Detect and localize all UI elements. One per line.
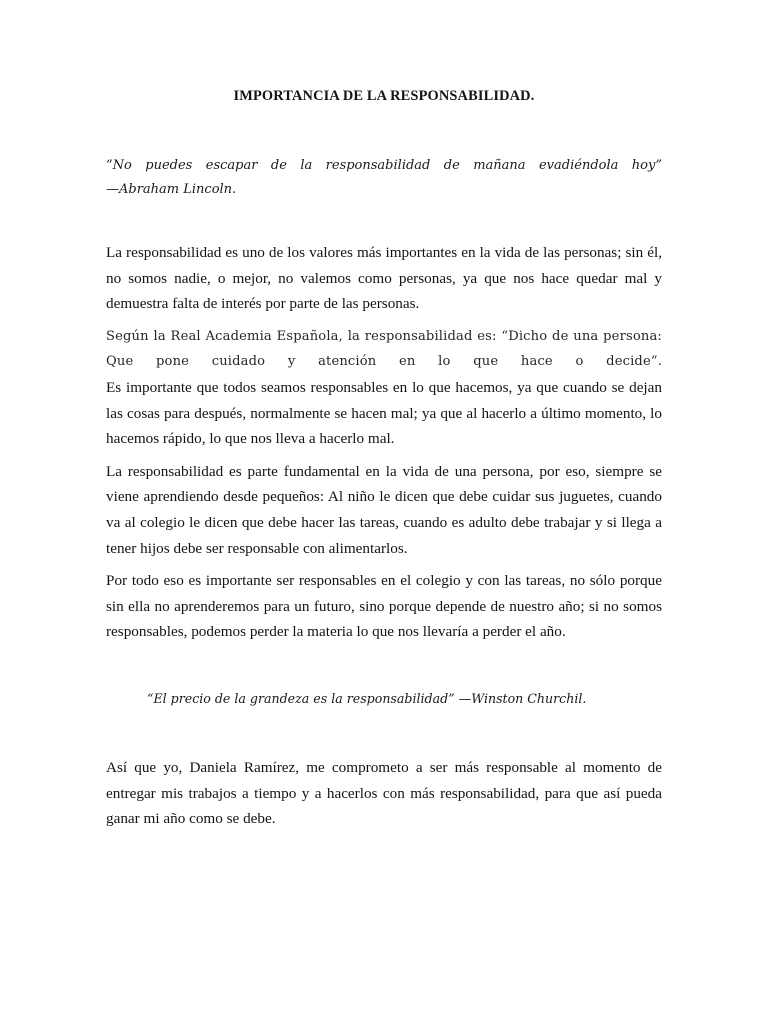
epigraph-lincoln — [106, 154, 662, 202]
epigraph-lincoln-attribution: —Abraham Lincoln. — [106, 182, 237, 197]
document-content-column — [106, 0, 662, 832]
page-title: IMPORTANCIA DE LA RESPONSABILIDAD. — [233, 88, 535, 104]
paragraph-2-continuation: Es importante que todos seamos responsables en lo que hacemos, ya que cuando se dejan las cosas para después, normalmente se hacen mal; ya que al hacerlo a último momento, lo hacemos rápido, lo que nos lleva a hacerlo mal. — [106, 378, 662, 448]
paragraph-5-commitment: Así que yo, Daniela Ramírez, me comprometo a ser más responsable al momento de entregar mis trabajos a tiempo y a hacerlos con más responsabilidad, para que así pueda ganar mi año como se debe. — [106, 758, 662, 828]
paragraph-2 — [106, 324, 662, 452]
epigraph-lincoln-text: “No puedes escapar de la responsabilidad de mañana evadiéndola hoy” — [106, 158, 662, 173]
paragraph-4: Por todo eso es importante ser responsables en el colegio y con las tareas, no sólo porque sin ella no aprenderemos para un futuro, sino porque depende de nuestro año; si no somos responsables, podemos perder la materia lo que nos llevaría a perder el año. — [106, 572, 662, 641]
paragraph-3: La responsabilidad es parte fundamental en la vida de una persona, por eso, siempre se viene aprendiendo desde pequeños: Al niño le dicen que debe cuidar sus juguetes, cuando va al colegio le dicen que debe hacer las tareas, cuando es adulto debe trabajar y si llega a tener hijos debe ser responsable con alimentarlos. — [106, 462, 662, 557]
epigraph-churchill: “El precio de la grandeza es la responsabilidad” —Winston Churchil. — [147, 690, 587, 706]
paragraph-1: La responsabilidad es uno de los valores más importantes en la vida de las personas; sin él, no somos nadie, o mejor, no valemos como personas, ya que nos hace quedar mal y demuestra falta de interés por parte de las personas. — [106, 244, 662, 313]
paragraph-2-rae-definition: Según la Real Academia Española, la responsabilidad es: “Dicho de una persona: Que pone cuidado y atención en lo que hace o decide”. — [106, 328, 662, 370]
